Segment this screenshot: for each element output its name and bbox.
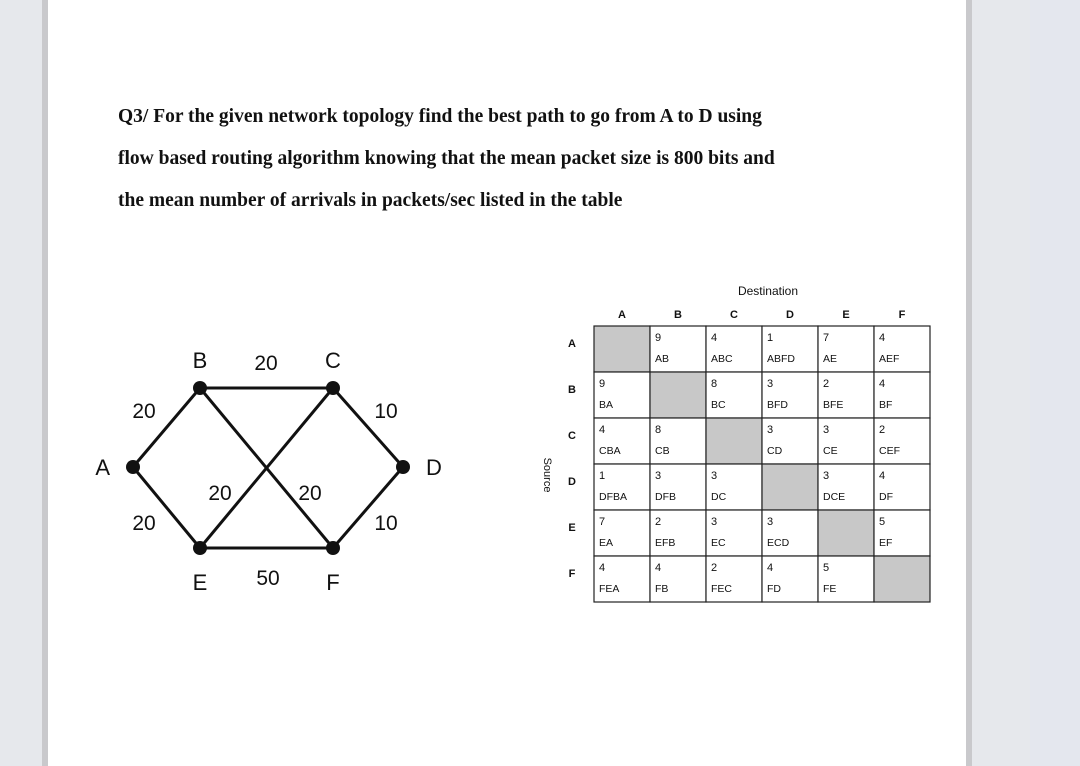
cell-path: BC	[711, 399, 726, 411]
cell-a-a	[594, 326, 650, 372]
cell-path: EFB	[655, 537, 676, 549]
cell-path: BF	[879, 399, 893, 411]
node-label-e: E	[192, 570, 208, 595]
cell-f-f	[874, 556, 930, 602]
cell-rate: 3	[711, 516, 718, 528]
table-title: Destination	[737, 284, 799, 298]
question-text	[118, 96, 948, 222]
node-f	[326, 541, 340, 555]
node-b	[193, 381, 207, 395]
cell-path: BA	[599, 399, 614, 411]
document-page	[42, 0, 972, 766]
row-header-b: B	[568, 384, 576, 396]
cell-path: EC	[711, 537, 726, 549]
cell-path: CBA	[599, 445, 621, 457]
cell-path: FB	[655, 583, 669, 595]
cell-rate: 7	[599, 516, 606, 528]
cell-path: CB	[655, 445, 670, 457]
row-header-a: A	[568, 338, 576, 350]
cell-rate: 4	[711, 332, 718, 344]
edge-weight-a-b: 20	[132, 400, 156, 423]
edge-weight-e-f: 50	[256, 567, 280, 590]
cell-path: BFE	[823, 399, 844, 411]
cell-rate: 1	[599, 470, 606, 482]
cell-rate: 4	[879, 332, 886, 344]
cell-rate: 8	[655, 424, 662, 436]
side-panel	[1030, 0, 1080, 766]
node-label-d: D	[426, 455, 442, 480]
cell-path: EA	[599, 537, 614, 549]
cell-path: FE	[823, 583, 837, 595]
cell-b-b	[650, 372, 706, 418]
node-e	[193, 541, 207, 555]
cell-rate: 4	[655, 562, 662, 574]
node-label-b: B	[192, 348, 208, 373]
row-header-c: C	[568, 430, 576, 442]
node-label-f: F	[326, 570, 340, 595]
cell-rate: 2	[655, 516, 662, 528]
row-header-f: F	[568, 568, 576, 580]
cell-e-e	[818, 510, 874, 556]
cell-path: CD	[767, 445, 783, 457]
cell-rate: 3	[767, 516, 774, 528]
edge-weight-b-c: 20	[254, 352, 278, 375]
cell-rate: 3	[823, 470, 830, 482]
cell-path: DC	[711, 491, 727, 503]
network-topology-diagram	[48, 330, 468, 610]
table-row-header: Source	[541, 457, 553, 493]
cell-path: FEA	[599, 583, 620, 595]
cell-rate: 3	[711, 470, 718, 482]
node-label-a: A	[95, 455, 110, 480]
row-header-d: D	[568, 476, 576, 488]
cell-path: BFD	[767, 399, 788, 411]
col-header-c: C	[730, 309, 738, 321]
cell-rate: 7	[823, 332, 830, 344]
cell-path: AEF	[879, 353, 900, 365]
edge-weight-c-d: 10	[374, 400, 398, 423]
cell-path: DCE	[823, 491, 846, 503]
cell-rate: 3	[767, 378, 774, 390]
cell-rate: 8	[711, 378, 718, 390]
node-d	[396, 460, 410, 474]
cell-path: FEC	[711, 583, 732, 595]
edge-weight-b-f: 20	[298, 482, 322, 505]
cell-path: DFB	[655, 491, 676, 503]
col-header-d: D	[786, 309, 794, 321]
cell-rate: 5	[823, 562, 830, 574]
cell-path: ABC	[711, 353, 733, 365]
cell-rate: 3	[767, 424, 774, 436]
traffic-matrix-table	[488, 270, 958, 630]
cell-rate: 9	[599, 378, 606, 390]
question-line-1: Q3/ For the given network topology find the best path to go from A to D using	[118, 106, 762, 127]
question-line-2: flow based routing algorithm knowing that the mean packet size is 800 bits and	[118, 148, 775, 169]
row-header-e: E	[568, 522, 576, 534]
col-header-a: A	[618, 309, 626, 321]
cell-path: AB	[655, 353, 670, 365]
cell-c-c	[706, 418, 762, 464]
cell-rate: 4	[879, 378, 886, 390]
question-line-3: the mean number of arrivals in packets/sec listed in the table	[118, 190, 623, 211]
cell-rate: 3	[823, 424, 830, 436]
cell-path: DF	[879, 491, 893, 503]
node-a	[126, 460, 140, 474]
cell-rate: 2	[879, 424, 886, 436]
cell-path: FD	[767, 583, 781, 595]
col-header-f: F	[898, 309, 906, 321]
cell-rate: 9	[655, 332, 662, 344]
cell-path: AE	[823, 353, 838, 365]
cell-path: CEF	[879, 445, 900, 457]
cell-rate: 5	[879, 516, 886, 528]
edge-weight-e-c: 20	[208, 482, 232, 505]
edge-a-e	[133, 467, 200, 548]
edge-weight-a-e: 20	[132, 512, 156, 535]
cell-path: EF	[879, 537, 893, 549]
cell-path: CE	[823, 445, 838, 457]
cell-path: ECD	[767, 537, 790, 549]
col-header-e: E	[842, 309, 850, 321]
cell-path: ABFD	[767, 353, 796, 365]
cell-rate: 4	[599, 562, 606, 574]
node-label-c: C	[325, 348, 341, 373]
col-header-b: B	[674, 309, 682, 321]
cell-rate: 4	[599, 424, 606, 436]
cell-rate: 1	[767, 332, 774, 344]
edge-weight-f-d: 10	[374, 512, 398, 535]
cell-rate: 4	[767, 562, 774, 574]
cell-d-d	[762, 464, 818, 510]
edge-f-d	[333, 467, 403, 548]
cell-rate: 2	[711, 562, 718, 574]
cell-rate: 2	[823, 378, 830, 390]
cell-rate: 4	[879, 470, 886, 482]
node-c	[326, 381, 340, 395]
cell-path: DFBA	[599, 491, 628, 503]
cell-rate: 3	[655, 470, 662, 482]
